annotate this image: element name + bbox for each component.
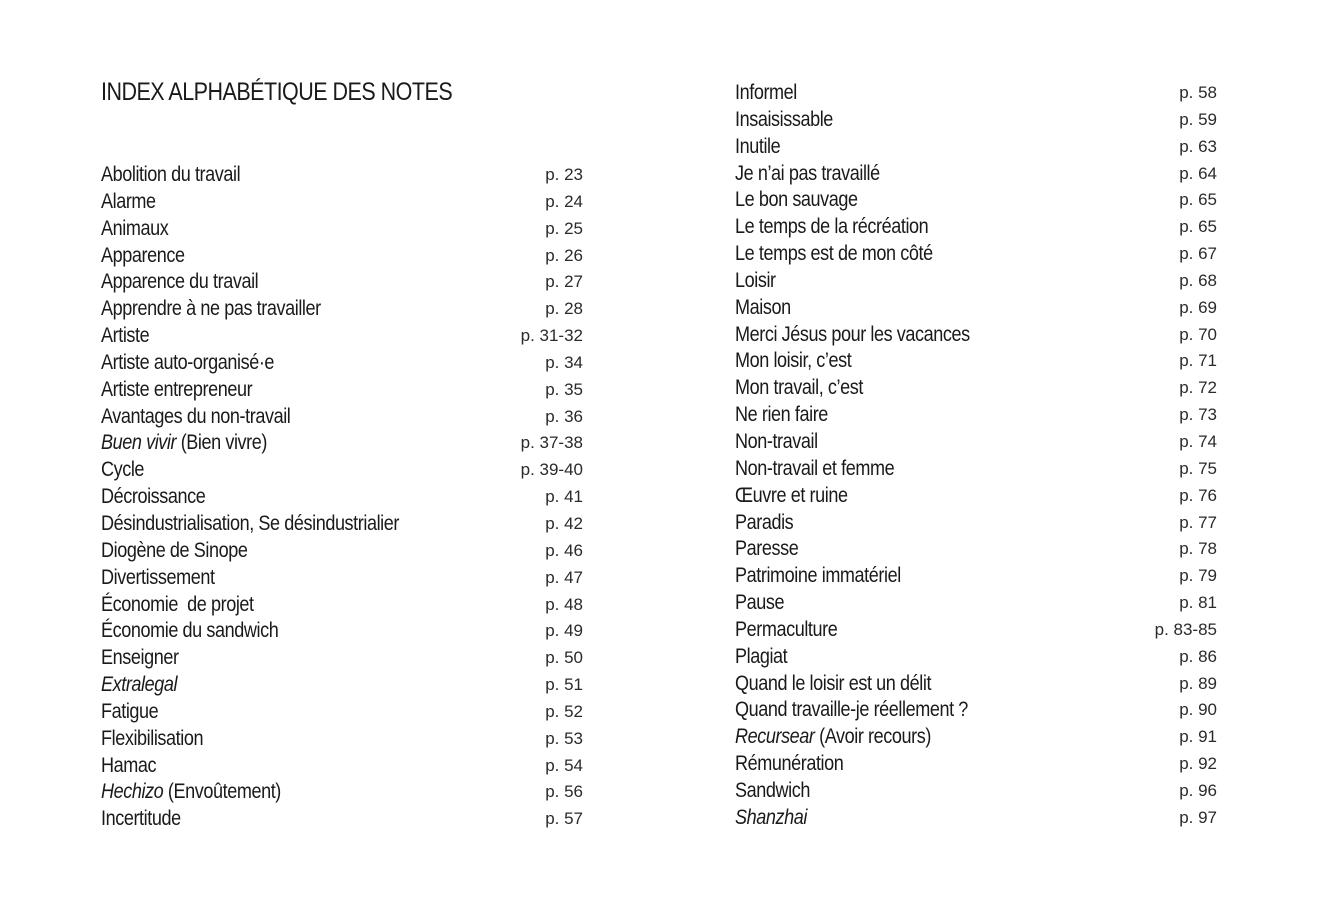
index-entry [101,778,583,805]
index-page-ref: p. 67 [1179,244,1217,264]
index-page-ref: p. 52 [545,701,583,721]
index-page-ref: p. 81 [1179,593,1217,613]
index-entry [101,725,583,752]
index-page-ref: p. 57 [545,809,583,829]
index-term-gloss: (Avoir recours) [814,724,931,749]
index-term: Non-travail [735,428,818,453]
index-page-ref: p. 83-85 [1154,619,1217,639]
index-term-italic: Shanzhai [735,804,807,829]
index-entry [101,805,583,832]
index-entry [735,240,1217,267]
index-term: Hamac [101,752,157,777]
index-term: Apparence [101,242,185,267]
index-entry [735,750,1217,777]
index-page-ref: p. 77 [1179,512,1217,532]
index-entry [101,752,583,779]
index-page-ref: p. 64 [1179,163,1217,183]
index-term: Le temps de la récréation [735,214,929,239]
index-entry [101,429,583,456]
index-term [101,429,267,455]
index-term: Désindustrialisation, Se désindustrialier [101,510,399,535]
index-entry [101,268,583,295]
index-term: Artiste auto-organisé·e [101,349,275,374]
index-term-gloss: (Bien vivre) [176,430,267,455]
index-term: Fatigue [101,698,159,723]
index-term: Quand travaille-je réellement ? [735,697,968,722]
index-page-ref: p. 42 [545,513,583,533]
index-term: Apparence du travail [101,269,259,294]
index-entry [735,670,1217,697]
index-term: Mon travail, c’est [735,375,863,400]
index-entry [735,186,1217,213]
index-entry [101,349,583,376]
index-entry [735,509,1217,536]
index-entry [735,482,1217,509]
index-entry [101,510,583,537]
index-entry [735,562,1217,589]
index-term: Animaux [101,215,169,240]
index-column-right [735,79,1217,831]
index-page-ref: p. 71 [1179,351,1217,371]
index-page-ref: p. 68 [1179,270,1217,290]
index-page-ref: p. 73 [1179,405,1217,425]
index-page-ref: p. 97 [1179,807,1217,827]
index-page-ref: p. 76 [1179,485,1217,505]
index-term: Je n’ai pas travaillé [735,160,880,185]
index-page-ref: p. 63 [1179,136,1217,156]
index-page-ref: p. 58 [1179,83,1217,102]
index-page-ref: p. 53 [545,728,583,748]
index-entry [735,589,1217,616]
index-term: Alarme [101,188,156,213]
index-term: Inutile [735,133,781,158]
index-page-ref: p. 65 [1179,217,1217,237]
index-term [101,671,177,697]
index-entry [735,616,1217,643]
index-term-gloss: (Envoûtement) [163,779,281,804]
index-entry [735,535,1217,562]
index-entry [101,188,583,215]
index-term: Merci Jésus pour les vacances [735,321,970,346]
index-term: Rémunération [735,751,844,776]
index-entry [735,321,1217,348]
index-term: Incertitude [101,806,181,831]
index-entry [735,455,1217,482]
index-entry [735,428,1217,455]
index-page-ref: p. 28 [545,299,583,319]
index-entry [735,213,1217,240]
index-term: Flexibilisation [101,725,204,750]
index-page-ref: p. 56 [545,782,583,802]
index-entry [101,698,583,725]
index-page-ref: p. 74 [1179,431,1217,451]
index-entry [735,79,1217,106]
index-entry [101,242,583,269]
index-entry [101,537,583,564]
index-page-ref: p. 39-40 [520,460,583,480]
index-page-ref: p. 89 [1179,673,1217,693]
index-term: Sandwich [735,777,810,802]
index-term: Paresse [735,536,799,561]
index-page-ref: p. 36 [545,406,583,426]
index-term: Économie de projet [101,591,254,616]
index-entry [101,644,583,671]
index-term [735,804,807,830]
index-term: Plagiat [735,643,788,668]
index-term: Artiste [101,323,150,348]
index-page-ref: p. 47 [545,567,583,587]
index-term: Non-travail et femme [735,455,895,480]
index-page-ref: p. 34 [545,352,583,372]
index-page-ref: p. 54 [545,755,583,775]
index-page-ref: p. 41 [545,487,583,507]
index-term: Cycle [101,457,145,482]
index-column-left [101,161,583,832]
index-page-ref: p. 27 [545,272,583,292]
index-page-ref: p. 70 [1179,324,1217,344]
index-entry [101,161,583,188]
index-term: Le temps est de mon côté [735,241,933,266]
index-entry [735,133,1217,160]
index-entry [101,591,583,618]
index-entry [735,723,1217,750]
index-term: Maison [735,294,791,319]
index-term [101,778,281,804]
index-entry [735,106,1217,133]
index-term: Œuvre et ruine [735,482,848,507]
index-page-ref: p. 72 [1179,378,1217,398]
index-term-italic: Extralegal [101,672,178,697]
index-term: Mon loisir, c’est [735,348,852,373]
index-page-ref: p. 90 [1179,700,1217,720]
index-page-ref: p. 75 [1179,458,1217,478]
index-entry [101,376,583,403]
index-term: Décroissance [101,484,206,509]
index-term [735,723,931,749]
index-term: Divertissement [101,564,215,589]
index-page-ref: p. 96 [1179,780,1217,800]
index-term: Apprendre à ne pas travailler [101,296,321,321]
index-entry [735,643,1217,670]
index-term: Économie du sandwich [101,618,279,643]
index-entry [101,403,583,430]
index-page-ref: p. 24 [545,191,583,211]
index-term: Ne rien faire [735,402,828,427]
index-page-ref: p. 26 [545,245,583,265]
index-entry [735,777,1217,804]
index-page-ref: p. 50 [545,648,583,668]
index-term: Permaculture [735,616,838,641]
index-page-ref: p. 49 [545,621,583,641]
index-page-ref: p. 25 [545,218,583,238]
index-entry [735,347,1217,374]
index-entry [101,617,583,644]
index-term: Informel [735,80,797,104]
index-page-ref: p. 35 [545,379,583,399]
index-entry [735,160,1217,187]
index-term: Le bon sauvage [735,187,858,212]
index-page-ref: p. 48 [545,594,583,614]
index-term: Insaisissable [735,106,833,131]
index-entry [101,564,583,591]
index-page-ref: p. 51 [545,675,583,695]
index-term: Loisir [735,267,776,292]
index-page-ref: p. 46 [545,540,583,560]
index-page-ref: p. 31-32 [520,326,583,346]
index-entry [735,804,1217,831]
index-entry [735,374,1217,401]
index-term: Avantages du non-travail [101,403,291,428]
index-term-italic: Hechizo [101,779,164,804]
index-term: Artiste entrepreneur [101,376,253,401]
index-page-ref: p. 92 [1179,754,1217,774]
index-title: INDEX ALPHABÉTIQUE DES NOTES [101,78,453,106]
index-entry [101,671,583,698]
index-entry [101,322,583,349]
index-term-italic: Buen vivir [101,430,177,455]
index-page-ref: p. 79 [1179,566,1217,586]
index-page-ref: p. 37-38 [520,433,583,453]
index-page-ref: p. 23 [545,165,583,184]
index-term: Quand le loisir est un délit [735,670,932,695]
index-term: Paradis [735,509,794,534]
index-term-italic: Recursear [735,724,815,749]
index-entry [101,215,583,242]
index-page-ref: p. 59 [1179,109,1217,129]
index-entry [735,696,1217,723]
index-term: Abolition du travail [101,162,241,186]
index-page-ref: p. 91 [1179,727,1217,747]
index-term: Enseigner [101,645,179,670]
index-entry [735,267,1217,294]
index-entry [101,456,583,483]
index-page-ref: p. 86 [1179,646,1217,666]
index-entry [735,294,1217,321]
index-page-ref: p. 69 [1179,297,1217,317]
index-term: Pause [735,590,785,615]
index-entry [735,401,1217,428]
index-term: Diogène de Sinope [101,537,248,562]
index-entry [101,483,583,510]
index-page-ref: p. 78 [1179,539,1217,559]
index-term: Patrimoine immatériel [735,563,901,588]
index-entry [101,295,583,322]
index-page-ref: p. 65 [1179,190,1217,210]
